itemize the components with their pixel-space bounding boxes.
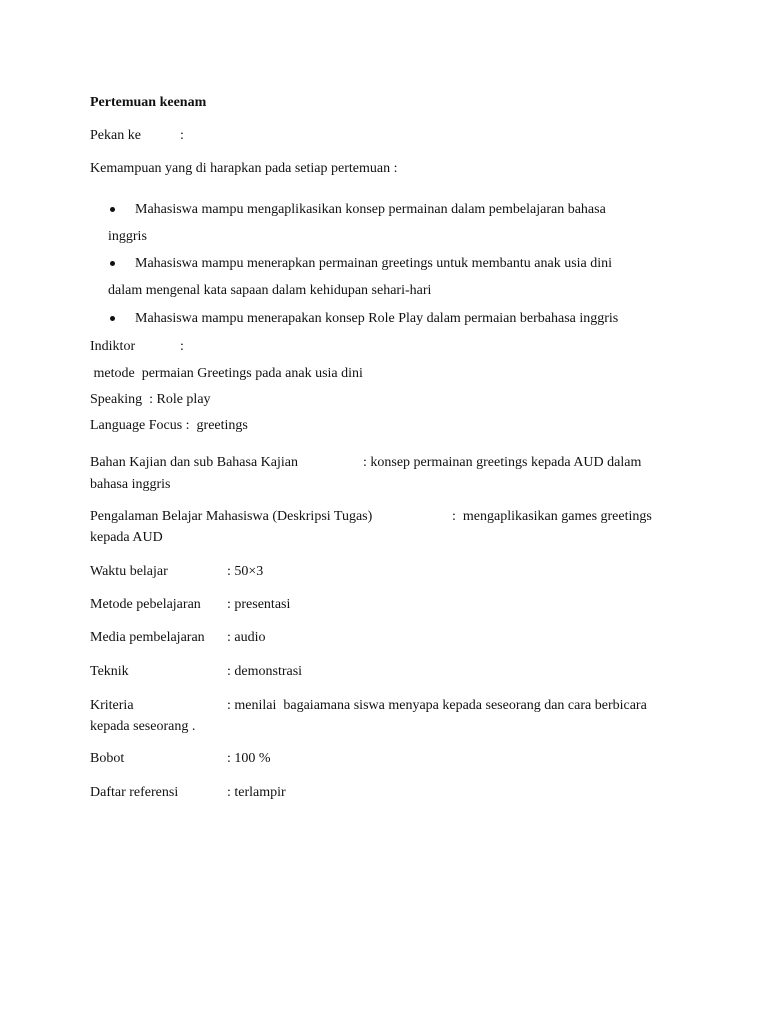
document-title: Pertemuan keenam [90, 95, 207, 110]
daftar-value: : terlampir [227, 785, 286, 800]
list-item-text: Mahasiswa mampu menerapkan permainan greetings untuk membantu anak usia dini [135, 256, 613, 271]
list-item-text-continued: dalam mengenal kata sapaan dalam kehidupan sehari-hari [108, 283, 432, 298]
bahan-kajian-label: Bahan Kajian dan sub Bahasa Kajian [90, 455, 298, 470]
kemampuan-intro: Kemampuan yang di harapkan pada setiap pertemuan : [90, 161, 398, 176]
pengalaman-label: Pengalaman Belajar Mahasiswa (Deskripsi Tugas) [90, 509, 373, 524]
bobot-value: : 100 % [227, 751, 271, 766]
pekan-label: Pekan ke [90, 128, 141, 143]
bullet-icon [110, 261, 115, 266]
bullet-icon [110, 207, 115, 212]
list-item-text-continued: inggris [108, 229, 147, 244]
kriteria-value-continued: kepada seseorang . [90, 719, 196, 734]
speaking-line: Speaking : Role play [90, 392, 211, 407]
indiktor-separator: : [180, 339, 184, 354]
pengalaman-value-continued: kepada AUD [90, 530, 163, 545]
kriteria-label: Kriteria [90, 698, 134, 713]
kriteria-value: : menilai bagaiamana siswa menyapa kepada seseorang dan cara berbicara [227, 698, 647, 713]
daftar-label: Daftar referensi [90, 785, 179, 800]
waktu-value: : 50×3 [227, 564, 264, 579]
pekan-separator: : [180, 128, 184, 143]
metode-value: : presentasi [227, 597, 291, 612]
indiktor-label: Indiktor [90, 339, 136, 354]
metode-label: Metode pebelajaran [90, 597, 201, 612]
metode-line: metode permaian Greetings pada anak usia dini [90, 366, 363, 381]
list-item-text: Mahasiswa mampu menerapakan konsep Role Play dalam permaian berbahasa inggris [135, 311, 619, 326]
teknik-label: Teknik [90, 664, 129, 679]
list-item-text: Mahasiswa mampu mengaplikasikan konsep permainan dalam pembelajaran bahasa [135, 202, 606, 217]
language-focus-line: Language Focus : greetings [90, 418, 248, 433]
bahan-kajian-value-continued: bahasa inggris [90, 477, 171, 492]
bobot-label: Bobot [90, 751, 125, 766]
media-label: Media pembelajaran [90, 630, 205, 645]
bullet-icon [110, 316, 115, 321]
media-value: : audio [227, 630, 266, 645]
waktu-label: Waktu belajar [90, 564, 168, 579]
pengalaman-value: : mengaplikasikan games greetings [452, 509, 652, 524]
teknik-value: : demonstrasi [227, 664, 303, 679]
bahan-kajian-value: : konsep permainan greetings kepada AUD dalam [363, 455, 642, 470]
